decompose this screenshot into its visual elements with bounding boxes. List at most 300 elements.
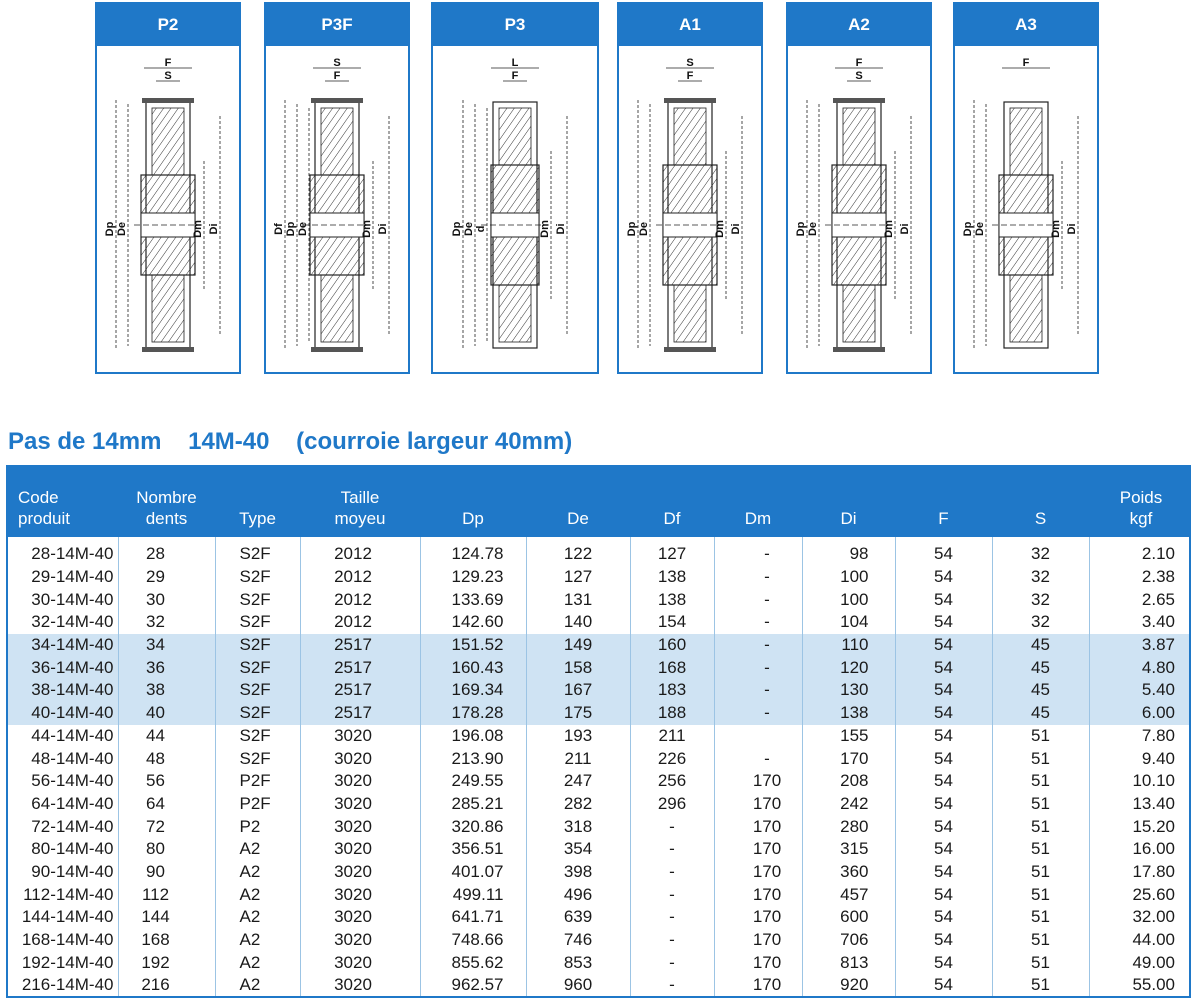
- table-cell: 142.60: [420, 611, 526, 634]
- table-cell: 80-14M-40: [31, 839, 114, 859]
- dimension-label: Dm: [714, 220, 726, 238]
- table-cell: 32-14M-40: [31, 612, 114, 632]
- table-cell: 120: [802, 656, 895, 679]
- table-cell: 242: [802, 793, 895, 816]
- table-cell: 285.21: [420, 793, 526, 816]
- table-cell: 855.62: [420, 951, 526, 974]
- diagram-title: P3: [433, 4, 597, 46]
- column-header: [420, 467, 526, 537]
- table-cell: 51: [992, 861, 1089, 884]
- table-cell: -: [714, 566, 802, 589]
- table-cell: 34: [118, 634, 215, 657]
- table-cell: S2F: [215, 634, 300, 657]
- dimension-label: Dm: [539, 220, 551, 238]
- table-row: [8, 588, 1191, 611]
- column-header-line1: [802, 487, 895, 508]
- table-row: [8, 974, 1191, 997]
- table-cell: -: [630, 815, 714, 838]
- table-cell: 3020: [300, 838, 420, 861]
- table-cell: 56-14M-40: [31, 771, 114, 791]
- column-header: [1089, 467, 1191, 537]
- table-cell: 45: [992, 656, 1089, 679]
- column-header: [8, 467, 118, 537]
- column-header-line1: [420, 487, 526, 508]
- table-cell: 32: [992, 588, 1089, 611]
- table-cell: 401.07: [420, 861, 526, 884]
- table-cell: S2F: [215, 725, 300, 748]
- table-cell: 48: [118, 747, 215, 770]
- pitch-label: Pas de 14mm: [8, 428, 162, 455]
- table-cell: 3020: [300, 974, 420, 997]
- flange-bottom: [311, 347, 363, 352]
- table-cell: 54: [895, 702, 992, 725]
- table-cell: 54: [895, 611, 992, 634]
- table-cell: S2F: [215, 588, 300, 611]
- table-cell: 183: [630, 679, 714, 702]
- table-cell: 17.80: [1089, 861, 1191, 884]
- table-cell: 54: [895, 679, 992, 702]
- table-cell: 149: [526, 634, 630, 657]
- column-header: [526, 467, 630, 537]
- table-cell: 51: [992, 974, 1089, 997]
- table-cell: 36-14M-40: [8, 656, 118, 679]
- pulley-section-drawing: [955, 46, 1097, 372]
- table-cell: S2F: [215, 747, 300, 770]
- table-cell: 318: [526, 815, 630, 838]
- column-header: [630, 467, 714, 537]
- dimension-label: Dp: [104, 221, 116, 237]
- table-cell: 3.40: [1089, 611, 1191, 634]
- table-cell: 9.40: [1089, 747, 1191, 770]
- table-cell: 175: [526, 702, 630, 725]
- table-cell: 40-14M-40: [8, 702, 118, 725]
- table-cell: 296: [630, 793, 714, 816]
- table-row: [8, 861, 1191, 884]
- dimension-label: De: [807, 221, 819, 237]
- table-cell: 15.20: [1089, 815, 1191, 838]
- table-cell: 36: [118, 656, 215, 679]
- table-cell: 54: [895, 588, 992, 611]
- table-cell: 54: [895, 861, 992, 884]
- diagram-title: A1: [619, 4, 761, 46]
- table-cell: 2.10: [1089, 543, 1191, 566]
- table-cell: 2517: [300, 634, 420, 657]
- flange-top: [311, 98, 363, 103]
- dimension-label: Dp: [962, 221, 974, 237]
- web-upper: [674, 108, 706, 165]
- web-upper: [1010, 108, 1042, 175]
- table-cell: 499.11: [420, 883, 526, 906]
- table-cell: 2517: [300, 656, 420, 679]
- table-cell: 16.00: [1089, 838, 1191, 861]
- dimension-label: Dm: [883, 220, 895, 238]
- table-cell: 54: [895, 656, 992, 679]
- table-cell: 54: [895, 929, 992, 952]
- table-cell: S2F: [215, 702, 300, 725]
- pulley-section-drawing: [97, 46, 239, 372]
- column-header-line1: Nombre: [136, 488, 197, 507]
- column-header-line2: kgf: [1129, 509, 1153, 528]
- table-row: [8, 793, 1191, 816]
- diagram-title: A3: [955, 4, 1097, 46]
- table-cell: -: [630, 906, 714, 929]
- table-cell: 170: [714, 883, 802, 906]
- table-cell: 3020: [300, 747, 420, 770]
- table-cell: 496: [526, 883, 630, 906]
- table-cell: A2: [215, 951, 300, 974]
- table-cell: P2F: [215, 793, 300, 816]
- diagram-card-a1: [617, 2, 763, 374]
- table-cell: 170: [714, 929, 802, 952]
- pulley-bore: [832, 213, 886, 237]
- table-cell: 122: [526, 543, 630, 566]
- dimension-label: F: [855, 57, 863, 69]
- table-cell: 3020: [300, 883, 420, 906]
- table-cell: 226: [630, 747, 714, 770]
- column-header: [802, 467, 895, 537]
- dimension-label: F: [511, 70, 519, 82]
- dimension-label: S: [686, 57, 694, 69]
- table-cell: 29-14M-40: [31, 567, 114, 587]
- table-cell: 90: [118, 861, 215, 884]
- table-cell: 188: [630, 702, 714, 725]
- table-cell: 51: [992, 793, 1089, 816]
- pulley-section-drawing: [619, 46, 761, 372]
- table-body: [8, 537, 1191, 997]
- table-cell: 40: [118, 702, 215, 725]
- dimension-label: Di: [377, 223, 389, 235]
- table-cell: S2F: [215, 543, 300, 566]
- dimension-label: De: [116, 221, 128, 237]
- table-cell: 639: [526, 906, 630, 929]
- table-cell: P2F: [215, 770, 300, 793]
- table-cell: 90-14M-40: [31, 861, 114, 881]
- table-row: [8, 566, 1191, 589]
- table-cell: 5.40: [1089, 679, 1191, 702]
- table-row: [8, 770, 1191, 793]
- table-cell: 100: [802, 566, 895, 589]
- column-header-line1: [895, 487, 992, 508]
- table-cell: 192: [118, 951, 215, 974]
- table-cell: 211: [630, 725, 714, 748]
- belt-code: 14M-40: [188, 428, 270, 455]
- column-header: [215, 467, 300, 537]
- dimension-label: L: [511, 57, 519, 69]
- table-cell: 3.87: [1089, 634, 1191, 657]
- table-cell: 54: [895, 951, 992, 974]
- table-cell: 3020: [300, 815, 420, 838]
- table-cell: 160.43: [420, 656, 526, 679]
- table-cell: S2F: [215, 611, 300, 634]
- table-cell: 54: [895, 838, 992, 861]
- table-cell: 44.00: [1089, 929, 1191, 952]
- table-cell: 151.52: [420, 634, 526, 657]
- table-cell: 144-14M-40: [21, 907, 114, 927]
- table-row: [8, 747, 1191, 770]
- table-cell: 3020: [300, 906, 420, 929]
- table-cell: 54: [895, 974, 992, 997]
- web-lower: [674, 285, 706, 342]
- table-cell: 72: [118, 815, 215, 838]
- table-cell: 6.00: [1089, 702, 1191, 725]
- table-cell: S2F: [215, 656, 300, 679]
- table-cell: 28: [118, 543, 215, 566]
- column-header-line1: Code: [18, 488, 59, 507]
- table-cell: 51: [992, 951, 1089, 974]
- diagram-title: A2: [788, 4, 930, 46]
- table-cell: 154: [630, 611, 714, 634]
- table-cell: 748.66: [420, 929, 526, 952]
- table-cell: 170: [714, 815, 802, 838]
- web-upper: [499, 108, 531, 165]
- column-header-line2: F: [938, 509, 949, 528]
- table-cell: 144: [118, 906, 215, 929]
- table-row: [8, 702, 1191, 725]
- table-cell: 104: [802, 611, 895, 634]
- dimension-label: F: [164, 57, 172, 69]
- table-cell: 110: [802, 634, 895, 657]
- table-cell: 170: [714, 793, 802, 816]
- table-cell: 320.86: [420, 815, 526, 838]
- table-cell: 160: [630, 634, 714, 657]
- table-row: [8, 838, 1191, 861]
- table-cell: 32.00: [1089, 906, 1191, 929]
- table-cell: 168-14M-40: [21, 930, 114, 950]
- table-row: [8, 656, 1191, 679]
- table-cell: 30: [118, 588, 215, 611]
- diagram-title: P3F: [266, 4, 408, 46]
- dimension-label: F: [1022, 57, 1030, 69]
- table-cell: -: [714, 702, 802, 725]
- dimension-label: De: [297, 221, 309, 237]
- flange-top: [142, 98, 194, 103]
- column-header-line2: dents: [145, 509, 188, 528]
- table-cell: 216: [118, 974, 215, 997]
- table-cell: 38: [118, 679, 215, 702]
- table-cell: 170: [714, 861, 802, 884]
- pulley-bore: [310, 213, 364, 237]
- dimension-label: F: [686, 70, 694, 82]
- table-cell: 138: [630, 566, 714, 589]
- diagram-card-a2: [786, 2, 932, 374]
- table-cell: 54: [895, 883, 992, 906]
- table-cell: -: [714, 611, 802, 634]
- table-cell: 853: [526, 951, 630, 974]
- table-cell: 100: [802, 588, 895, 611]
- table-row: [8, 906, 1191, 929]
- table-cell: 168: [118, 929, 215, 952]
- column-header-line2: moyeu: [334, 509, 386, 528]
- table-cell: -: [714, 588, 802, 611]
- table-cell: 169.34: [420, 679, 526, 702]
- table-cell: 127: [526, 566, 630, 589]
- table-cell: 54: [895, 815, 992, 838]
- web-lower: [321, 275, 353, 342]
- table-cell: 51: [992, 815, 1089, 838]
- table-cell: 170: [714, 951, 802, 974]
- table-cell: 44: [118, 725, 215, 748]
- table-cell: 192-14M-40: [21, 952, 114, 972]
- table-cell: 48-14M-40: [31, 748, 114, 768]
- table-cell: 170: [714, 838, 802, 861]
- table-cell: 98: [802, 543, 895, 566]
- table-cell: 158: [526, 656, 630, 679]
- table-cell: 131: [526, 588, 630, 611]
- table-cell: 4.80: [1089, 656, 1191, 679]
- dimension-label: Dp: [795, 221, 807, 237]
- table-cell: 32: [118, 611, 215, 634]
- table-cell: 127: [630, 543, 714, 566]
- dimension-label: d: [475, 225, 487, 233]
- table-cell: 2.38: [1089, 566, 1191, 589]
- belt-width-note: (courroie largeur 40mm): [296, 428, 573, 455]
- table-cell: 51: [992, 906, 1089, 929]
- dimension-label: F: [333, 70, 341, 82]
- table-cell: 167: [526, 679, 630, 702]
- table-cell: 600: [802, 906, 895, 929]
- table-cell: A2: [215, 861, 300, 884]
- dimension-label: Dp: [285, 221, 297, 237]
- table-cell: 2.65: [1089, 588, 1191, 611]
- table-cell: 51: [992, 770, 1089, 793]
- table-cell: -: [630, 951, 714, 974]
- table-cell: 112-14M-40: [23, 884, 114, 904]
- dimension-label: S: [855, 70, 863, 82]
- column-header: [118, 467, 215, 537]
- diagram-card-p3f: [264, 2, 410, 374]
- table-cell: 196.08: [420, 725, 526, 748]
- column-header: [992, 467, 1089, 537]
- table-cell: 706: [802, 929, 895, 952]
- table-cell: 32: [992, 543, 1089, 566]
- table-cell: 124.78: [420, 543, 526, 566]
- dimension-label: S: [164, 70, 172, 82]
- web-upper: [152, 108, 184, 175]
- flange-bottom: [664, 347, 716, 352]
- table-cell: A2: [215, 883, 300, 906]
- table-cell: 213.90: [420, 747, 526, 770]
- table-cell: 64: [118, 793, 215, 816]
- column-header-line1: Taille: [340, 488, 380, 507]
- table-cell: 2012: [300, 611, 420, 634]
- table-cell: 398: [526, 861, 630, 884]
- table-cell: 7.80: [1089, 725, 1191, 748]
- table-cell: -: [714, 747, 802, 770]
- dimension-label: S: [333, 57, 341, 69]
- flange-bottom: [833, 347, 885, 352]
- flange-bottom: [142, 347, 194, 352]
- table-cell: 54: [895, 543, 992, 566]
- table-cell: S2F: [215, 566, 300, 589]
- diagram-card-a3: [953, 2, 1099, 374]
- table-cell: 129.23: [420, 566, 526, 589]
- table-cell: 3020: [300, 793, 420, 816]
- column-header-line1: [526, 487, 630, 508]
- web-upper: [843, 108, 875, 165]
- table-cell: -: [714, 656, 802, 679]
- table-cell: 64-14M-40: [31, 793, 114, 813]
- table-cell: A2: [215, 974, 300, 997]
- table-row: [8, 611, 1191, 634]
- table-cell: 55.00: [1089, 974, 1191, 997]
- table-cell: 54: [895, 566, 992, 589]
- table-row: [8, 951, 1191, 974]
- table-cell: 170: [714, 770, 802, 793]
- pulley-section-drawing: [266, 46, 408, 372]
- dimension-label: Di: [208, 223, 220, 235]
- table-cell: 45: [992, 702, 1089, 725]
- table-header: [8, 467, 1191, 537]
- dimension-label: Di: [899, 223, 911, 235]
- table-cell: 256: [630, 770, 714, 793]
- table-cell: -: [714, 634, 802, 657]
- dimension-label: De: [974, 221, 986, 237]
- pulley-bore: [999, 213, 1053, 237]
- column-header-line2: S: [1034, 509, 1047, 528]
- table-cell: 3020: [300, 725, 420, 748]
- table-row: [8, 815, 1191, 838]
- table-cell: S2F: [215, 679, 300, 702]
- table-cell: 112: [118, 883, 215, 906]
- table-cell: 56: [118, 770, 215, 793]
- table-cell: 193: [526, 725, 630, 748]
- table-cell: 44-14M-40: [31, 725, 114, 745]
- column-header-line1: [992, 487, 1089, 508]
- table-cell: 51: [992, 725, 1089, 748]
- table-row: [8, 883, 1191, 906]
- table-row: [8, 634, 1191, 657]
- column-header-line2: De: [567, 509, 589, 528]
- table-cell: 133.69: [420, 588, 526, 611]
- web-lower: [1010, 275, 1042, 342]
- table-cell: 51: [992, 838, 1089, 861]
- pulley-section-drawing: [788, 46, 930, 372]
- table-cell: 34-14M-40: [8, 634, 118, 657]
- table-cell: 356.51: [420, 838, 526, 861]
- table-row: [8, 679, 1191, 702]
- table-cell: -: [630, 974, 714, 997]
- table-cell: A2: [215, 929, 300, 952]
- table-cell: 315: [802, 838, 895, 861]
- table-cell: 49.00: [1089, 951, 1191, 974]
- table-cell: 130: [802, 679, 895, 702]
- column-header-line2: Di: [840, 509, 857, 528]
- table-cell: 247: [526, 770, 630, 793]
- table-cell: 138: [630, 588, 714, 611]
- diagram-title: P2: [97, 4, 239, 46]
- table-cell: 54: [895, 634, 992, 657]
- table-cell: 138: [802, 702, 895, 725]
- table-cell: 29: [118, 566, 215, 589]
- dimension-label: Dm: [1050, 220, 1062, 238]
- dimension-label: Dm: [192, 220, 204, 238]
- pulley-bore: [141, 213, 195, 237]
- table-cell: 38-14M-40: [8, 679, 118, 702]
- column-header: [300, 467, 420, 537]
- table-cell: 28-14M-40: [31, 544, 114, 564]
- flange-top: [833, 98, 885, 103]
- table-cell: 360: [802, 861, 895, 884]
- table-cell: 170: [714, 906, 802, 929]
- table-cell: 960: [526, 974, 630, 997]
- table-cell: 51: [992, 929, 1089, 952]
- dimension-label: Di: [1066, 223, 1078, 235]
- table-cell: 3020: [300, 861, 420, 884]
- table-cell: 746: [526, 929, 630, 952]
- table-cell: 216-14M-40: [21, 975, 114, 995]
- table-cell: [714, 725, 802, 748]
- flange-top: [664, 98, 716, 103]
